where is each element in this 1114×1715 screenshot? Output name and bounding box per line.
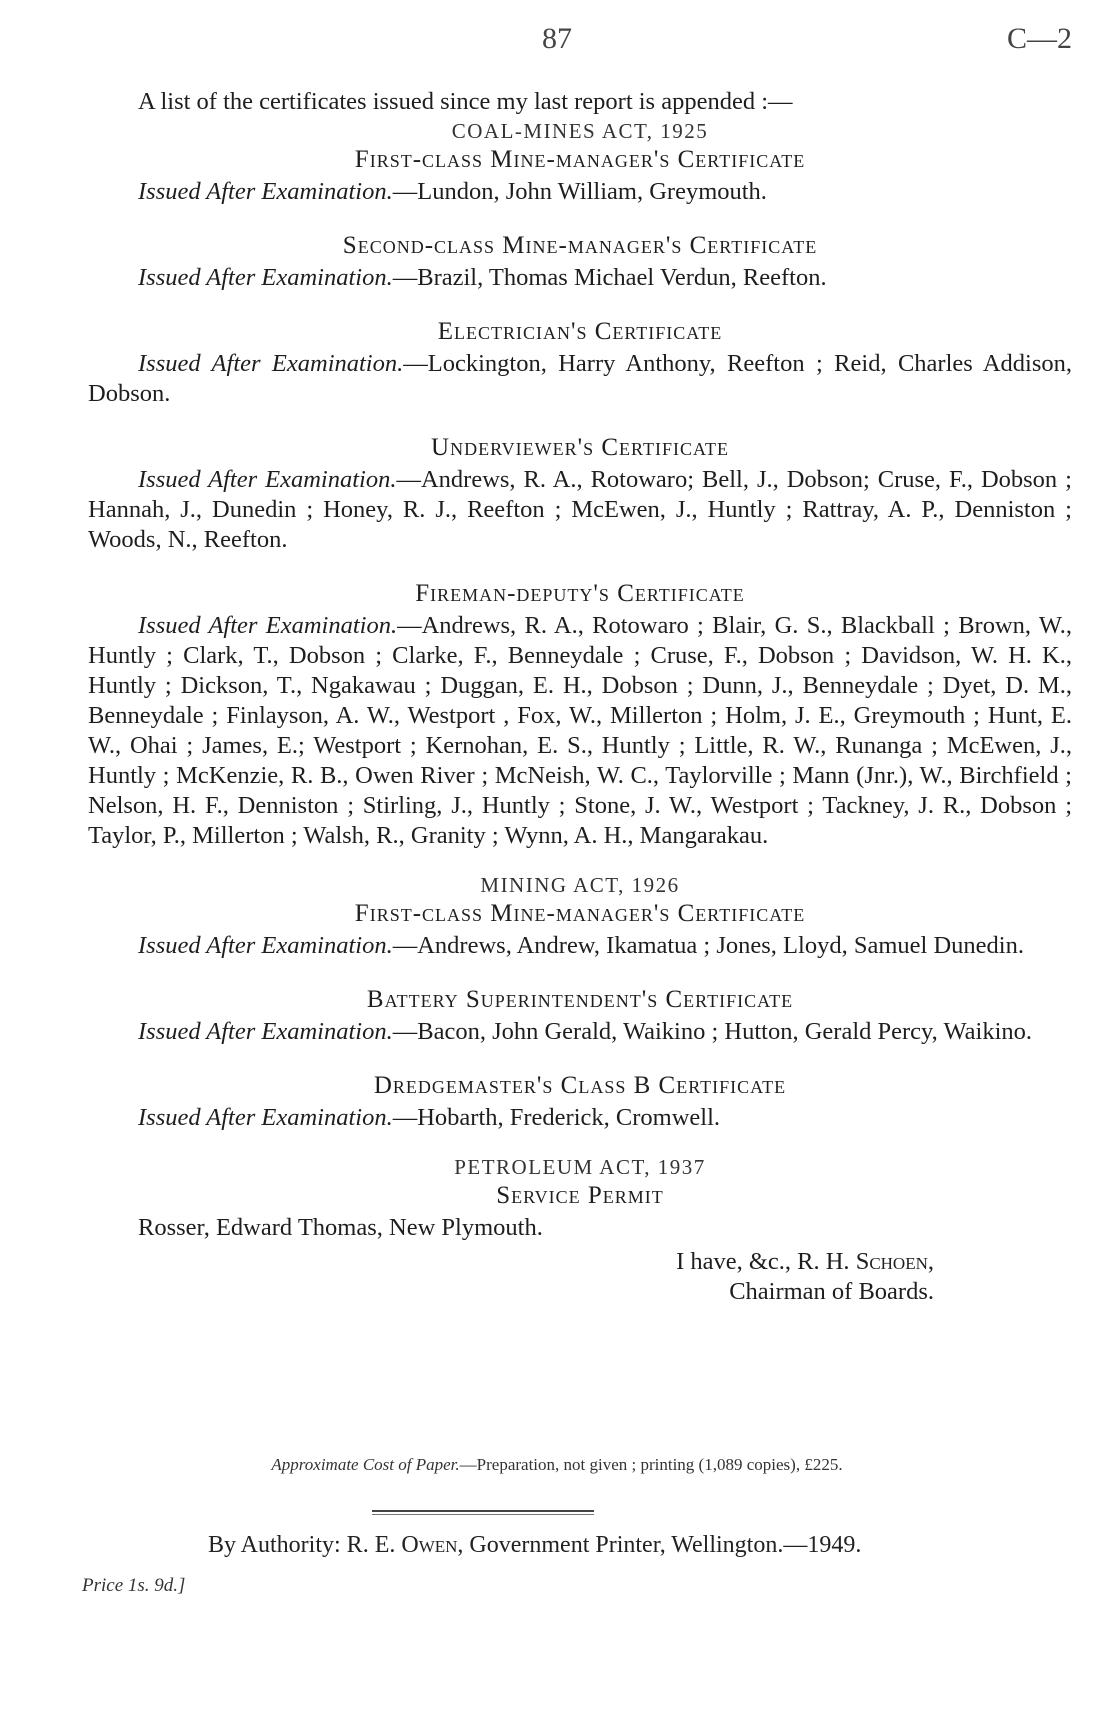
certificate-heading-first-class-mine-manager: First-class Mine-manager's Certificate: [354, 146, 806, 173]
intro-text: A list of the certificates issued since my last report is appended :—: [138, 88, 793, 115]
approximate-cost-note: [0, 1455, 1114, 1475]
certificate-heading-dredgemaster: Dredgemaster's Class B Certificate: [373, 1072, 787, 1099]
signatory-name: Schoen,: [855, 1248, 934, 1275]
signatory-title: Chairman of Boards.: [729, 1278, 934, 1305]
issued-after-examination-label: Issued After Examination.: [138, 178, 393, 205]
cost-label: Approximate Cost of Paper.: [271, 1455, 460, 1474]
divider-rule: [372, 1510, 594, 1512]
authority-suffix: Government Printer, Wellington.—1949.: [463, 1532, 862, 1558]
page-number: 87: [542, 22, 572, 55]
certificate-heading-second-class-mine-manager: Second-class Mine-manager's Certificate: [342, 232, 818, 259]
certificate-heading-electrician: Electrician's Certificate: [437, 318, 723, 345]
certificate-heading-underviewer: Underviewer's Certificate: [431, 434, 729, 461]
document-reference: C—2: [1006, 22, 1072, 55]
authority-prefix: By Authority: R. E.: [208, 1532, 402, 1558]
certificate-heading-first-class-mine-manager-mining: First-class Mine-manager's Certificate: [354, 900, 806, 927]
cost-text: —Preparation, not given ; printing (1,089 copies), £225.: [459, 1455, 843, 1474]
signature-line: [88, 1247, 1072, 1277]
act-heading-mining: MINING ACT, 1926: [480, 873, 680, 897]
certificate-holders: —Bacon, John Gerald, Waikino ; Hutton, Gerald Percy, Waikino.: [392, 1018, 1033, 1045]
issued-after-examination-label: Issued After Examination.: [138, 350, 404, 377]
certificate-holders: —Andrews, R. A., Rotowaro ; Blair, G. S., Blackball ; Brown, W., Huntly ; Clark, T., Dobson ; Clarke, F., Benneydale ; Cruse, F., Dobson ; Davidson, W. H. K., Huntly ; Dickson, T., Ngakawau ; Duggan, E. H., Dobson ; Dunn, J., Benneydale ; Dyet, D. M., Benneydale ; Finlayson, A. W., Westport , Fox, W., Millerton ; Holm, J. E., Greymouth ; Hunt, E. W., Ohai ; James, E.; Westport ; Kernohan, E. S., Huntly ; Little, R. W., Runanga ; McEwen, J., Huntly ; McKenzie, R. B., Owen River ; McNeish, W. C., Taylorville ; Mann (Jnr.), W., Birchfield ; Nelson, H. F., Denniston ; Stirling, J., Huntly ; Stone, J. W., Westport ; Tackney, J. R., Dobson ; Taylor, P., Millerton ; Walsh, R., Granity ; Wynn, A. H., Mangarakau.: [88, 612, 1072, 849]
certificate-list-first-class-mine-manager-mining: [88, 931, 1072, 961]
printer-name: Owen,: [401, 1532, 464, 1558]
act-heading-coal-mines: COAL-MINES ACT, 1925: [451, 119, 709, 143]
issued-after-examination-label: Issued After Examination.: [138, 1104, 393, 1131]
certificate-list-electrician: [88, 349, 1072, 409]
certificate-list-underviewer: [88, 465, 1072, 555]
certificate-list-first-class-mine-manager: [88, 177, 1072, 207]
printer-authority: [208, 1532, 861, 1559]
certificate-heading-battery-superintendent: Battery Superintendent's Certificate: [366, 986, 794, 1013]
page-content: [88, 87, 1072, 1307]
certificate-list-battery-superintendent: [88, 1017, 1072, 1047]
certificate-holders: —Brazil, Thomas Michael Verdun, Reefton.: [392, 264, 827, 291]
certificate-list-second-class-mine-manager: [88, 263, 1072, 293]
certificate-heading-fireman-deputy: Fireman-deputy's Certificate: [415, 580, 745, 607]
certificate-list-service-permit: Rosser, Edward Thomas, New Plymouth.: [138, 1214, 543, 1241]
issued-after-examination-label: Issued After Examination.: [138, 1018, 393, 1045]
act-heading-petroleum: PETROLEUM ACT, 1937: [454, 1155, 706, 1179]
certificate-holders: —Lockington, Harry Anthony, Reefton ; Reid, Charles Addison, Dobson.: [88, 350, 1072, 407]
issued-after-examination-label: Issued After Examination.: [138, 466, 397, 493]
certificate-list-dredgemaster: [88, 1103, 1072, 1133]
certificate-holders: —Hobarth, Frederick, Cromwell.: [392, 1104, 721, 1131]
certificate-holders: —Andrews, Andrew, Ikamatua ; Jones, Lloyd, Samuel Dunedin.: [392, 932, 1024, 959]
issued-after-examination-label: Issued After Examination.: [138, 612, 398, 639]
issued-after-examination-label: Issued After Examination.: [138, 264, 393, 291]
certificate-list-fireman-deputy: [88, 611, 1072, 851]
price-label: Price 1s. 9d.]: [82, 1575, 186, 1596]
divider-rule-thin: [372, 1514, 594, 1515]
certificate-heading-service-permit: Service Permit: [496, 1182, 664, 1209]
issued-after-examination-label: Issued After Examination.: [138, 932, 393, 959]
signature-prefix: I have, &c., R. H.: [676, 1248, 856, 1275]
certificate-holders: —Andrews, R. A., Rotowaro; Bell, J., Dobson; Cruse, F., Dobson ; Hannah, J., Dunedin ; Honey, R. J., Reefton ; McEwen, J., Huntly ; Rattray, A. P., Denniston ; Woods, N., Reefton.: [88, 466, 1072, 553]
certificate-holders: —Lundon, John William, Greymouth.: [392, 178, 767, 205]
